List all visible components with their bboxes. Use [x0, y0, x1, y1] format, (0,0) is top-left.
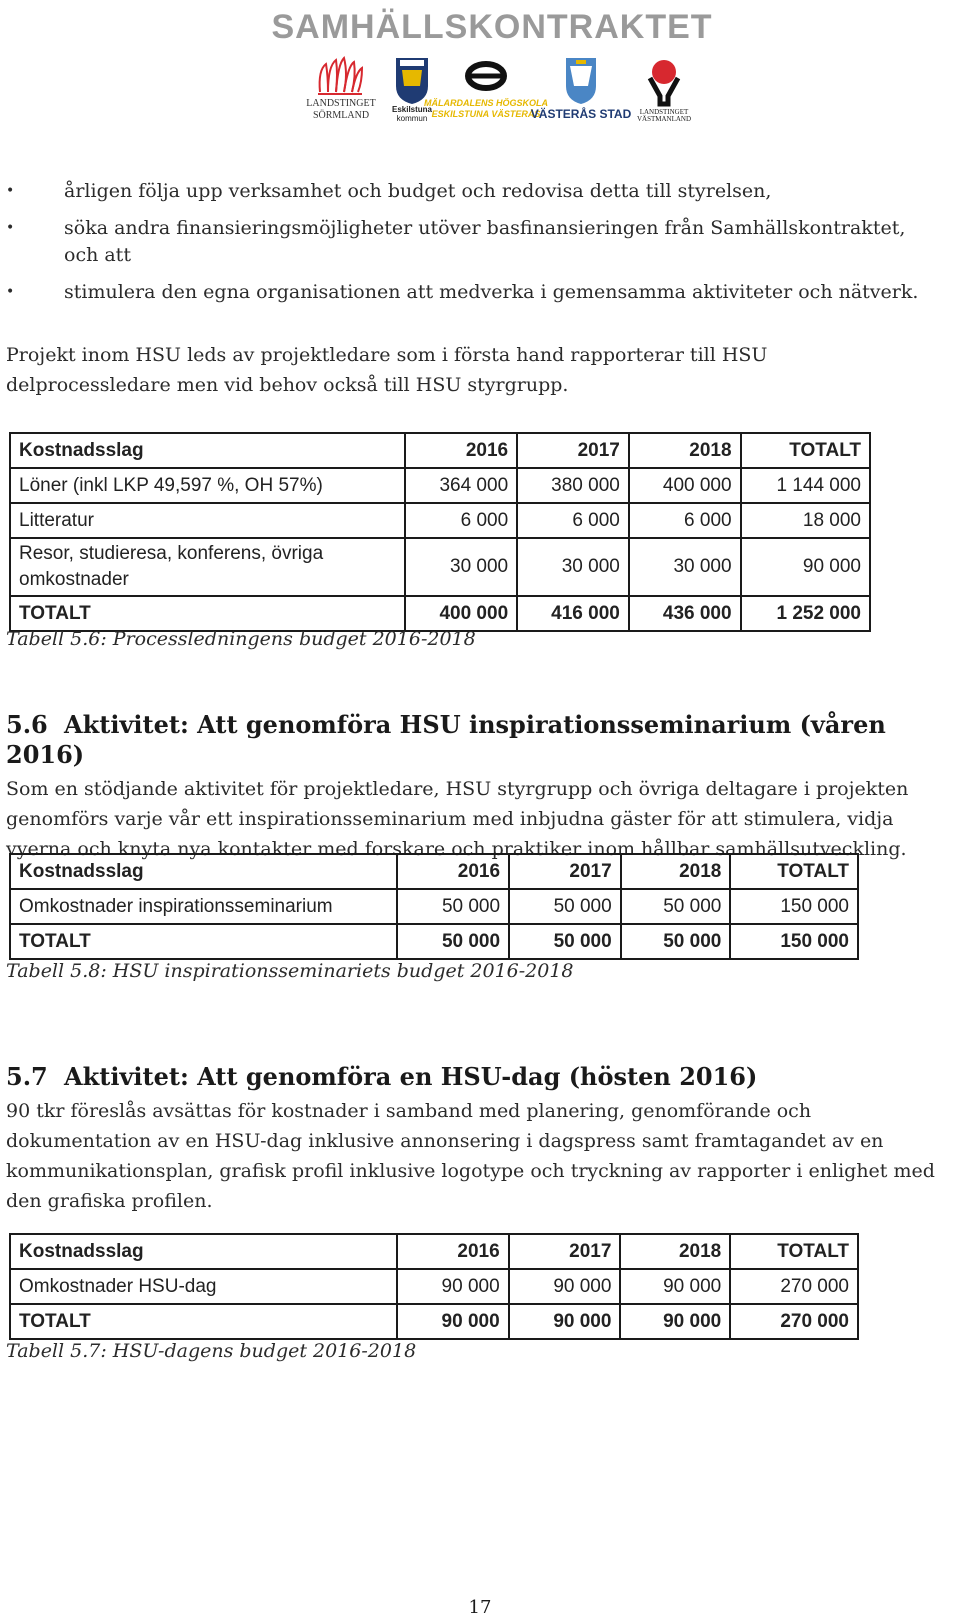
- table-header-cell: 2016: [397, 854, 509, 889]
- table-cell: 416 000: [517, 596, 629, 631]
- bullet-icon: •: [6, 183, 15, 199]
- table-cell: 50 000: [509, 924, 621, 959]
- table-header-row: [10, 854, 858, 889]
- svg-text:Eskilstuna: Eskilstuna: [391, 105, 433, 114]
- table-cell: Omkostnader HSU-dag: [10, 1269, 397, 1304]
- table-header-cell: 2017: [509, 1234, 621, 1269]
- section-body: Som en stödjande aktivitet för projektledare, HSU styrgrupp och övriga deltagare i projekten genomförs varje vår ett inspirationsseminarium med inbjudna gäster för att stimulera, vidja vyerna och knyta nya kontakter med forskare och praktiker inom hållbar samhällsutveckling.: [6, 778, 909, 860]
- samhallskontraktet-logo: [271, 4, 713, 48]
- table-cell: 6 000: [629, 503, 741, 538]
- table-cell: 50 000: [397, 889, 509, 924]
- table-header-cell: 2016: [405, 433, 517, 468]
- svg-text:VÄSTMANLAND: VÄSTMANLAND: [636, 115, 692, 123]
- svg-text:LANDSTINGET: LANDSTINGET: [306, 98, 376, 109]
- svg-text:VÄSTERÅS STAD: VÄSTERÅS STAD: [530, 107, 632, 121]
- svg-text:SÖRMLAND: SÖRMLAND: [312, 110, 370, 121]
- budget-table-inspirationsseminarium: [9, 853, 859, 960]
- table-header-cell: TOTALT: [730, 854, 858, 889]
- table-cell: 90 000: [741, 538, 870, 596]
- table-cell: 400 000: [629, 468, 741, 503]
- table-cell: TOTALT: [10, 596, 405, 631]
- table-total-row: [10, 924, 858, 959]
- table-header-cell: 2018: [629, 433, 741, 468]
- intro-paragraph: Projekt inom HSU leds av projektledare som i första hand rapporterar till HSU delprocessledare men vid behov också till HSU styrgrupp.: [6, 344, 768, 396]
- table-cell: 270 000: [730, 1269, 858, 1304]
- table-cell: 6 000: [405, 503, 517, 538]
- table-cell: TOTALT: [10, 1304, 397, 1339]
- table-header-cell: TOTALT: [741, 433, 870, 468]
- budget-table-processledning: [9, 432, 871, 632]
- bullet-icon: •: [6, 284, 15, 300]
- table-header-cell: 2018: [621, 854, 731, 889]
- table-cell: 150 000: [730, 924, 858, 959]
- table-header-cell: Kostnadsslag: [10, 433, 405, 468]
- landstinget-sormland-logo: [298, 56, 384, 122]
- section-body: 90 tkr föreslås avsättas för kostnader i samband med planering, genomförande och dokumentation av en HSU-dag inklusive annonsering i dagspress samt framtagandet av en kommunikationsplan, grafisk profil inklusive logotype och tryckning av rapporter i enlighet med den grafiska profilen.: [6, 1100, 935, 1212]
- table-cell: 1 144 000: [741, 468, 870, 503]
- table-header-cell: 2017: [517, 433, 629, 468]
- list-item: • stimulera den egna organisationen att medverka i gemensamma aktiviteter och nätverk.: [6, 279, 936, 306]
- table-cell: 90 000: [509, 1269, 621, 1304]
- table-header-cell: TOTALT: [730, 1234, 858, 1269]
- table-cell: 1 252 000: [741, 596, 870, 631]
- budget-table-hsu-dag: [9, 1233, 859, 1340]
- table-header-cell: 2017: [509, 854, 621, 889]
- table-cell: 18 000: [741, 503, 870, 538]
- table-cell: 90 000: [620, 1304, 730, 1339]
- eskilstuna-kommun-logo: [390, 56, 434, 122]
- table-cell: 364 000: [405, 468, 517, 503]
- table-row: [10, 503, 870, 538]
- table-cell: 30 000: [517, 538, 629, 596]
- table-cell: 436 000: [629, 596, 741, 631]
- table-caption: Tabell 5.7: HSU-dagens budget 2016-2018: [6, 1340, 417, 1362]
- bullet-icon: •: [6, 220, 15, 236]
- vasteras-stad-logo: [530, 56, 632, 122]
- partner-logos: [298, 56, 698, 128]
- table-cell: 90 000: [397, 1269, 509, 1304]
- table-row: [10, 889, 858, 924]
- table-header-row: [10, 433, 870, 468]
- table-cell: 400 000: [405, 596, 517, 631]
- svg-text:kommun: kommun: [396, 114, 428, 123]
- table-cell: 30 000: [629, 538, 741, 596]
- table-cell: Litteratur: [10, 503, 405, 538]
- section-heading: 5.7 Aktivitet: Att genomföra en HSU-dag (hösten 2016): [6, 1062, 758, 1091]
- malardalens-hogskola-logo: [424, 56, 548, 122]
- table-header-cell: Kostnadsslag: [10, 1234, 397, 1269]
- table-cell: 50 000: [397, 924, 509, 959]
- table-cell: 50 000: [509, 889, 621, 924]
- list-item: • söka andra finansieringsmöjligheter utöver basfinansieringen från Samhällskontraktet, och att: [6, 217, 906, 266]
- section-5-7: [6, 1062, 940, 1216]
- table-caption: Tabell 5.6: Processledningens budget 2016-2018: [6, 628, 476, 650]
- table-cell: 50 000: [621, 924, 731, 959]
- svg-text:ESKILSTUNA VÄSTERÅS: ESKILSTUNA VÄSTERÅS: [431, 109, 541, 119]
- page-number: 17: [468, 1597, 492, 1618]
- table-cell: 30 000: [405, 538, 517, 596]
- table-caption: Tabell 5.8: HSU inspirationsseminariets budget 2016-2018: [6, 960, 574, 982]
- svg-text:LANDSTINGET: LANDSTINGET: [639, 108, 689, 116]
- table-cell: 6 000: [517, 503, 629, 538]
- table-cell: 50 000: [621, 889, 731, 924]
- table-cell: 90 000: [620, 1269, 730, 1304]
- table-row: [10, 468, 870, 503]
- samhallskontraktet-logo-text: SAMHÄLLSKONTRAKTET: [271, 8, 713, 46]
- section-5-6: [6, 710, 940, 864]
- table-header-cell: Kostnadsslag: [10, 854, 397, 889]
- landstinget-vastmanland-logo: [628, 56, 698, 122]
- list-item: • årligen följa upp verksamhet och budget och redovisa detta till styrelsen,: [6, 178, 936, 205]
- table-cell: 90 000: [397, 1304, 509, 1339]
- bullet-list: [6, 178, 936, 316]
- table-cell: 150 000: [730, 889, 858, 924]
- table-row: [10, 1269, 858, 1304]
- table-cell: 380 000: [517, 468, 629, 503]
- table-total-row: [10, 1304, 858, 1339]
- table-cell: 270 000: [730, 1304, 858, 1339]
- table-cell: Omkostnader inspirationsseminarium: [10, 889, 397, 924]
- table-cell: 90 000: [509, 1304, 621, 1339]
- table-cell: Löner (inkl LKP 49,597 %, OH 57%): [10, 468, 405, 503]
- table-row: [10, 538, 870, 596]
- table-cell: Resor, studieresa, konferens, övriga omkostnader: [10, 538, 405, 596]
- table-header-row: [10, 1234, 858, 1269]
- table-header-cell: 2016: [397, 1234, 509, 1269]
- table-cell: TOTALT: [10, 924, 397, 959]
- table-header-cell: 2018: [620, 1234, 730, 1269]
- table-total-row: [10, 596, 870, 631]
- svg-text:MÄLARDALENS HÖGSKOLA: MÄLARDALENS HÖGSKOLA: [424, 98, 548, 108]
- section-heading: 5.6 Aktivitet: Att genomföra HSU inspirationsseminarium (våren 2016): [6, 710, 886, 769]
